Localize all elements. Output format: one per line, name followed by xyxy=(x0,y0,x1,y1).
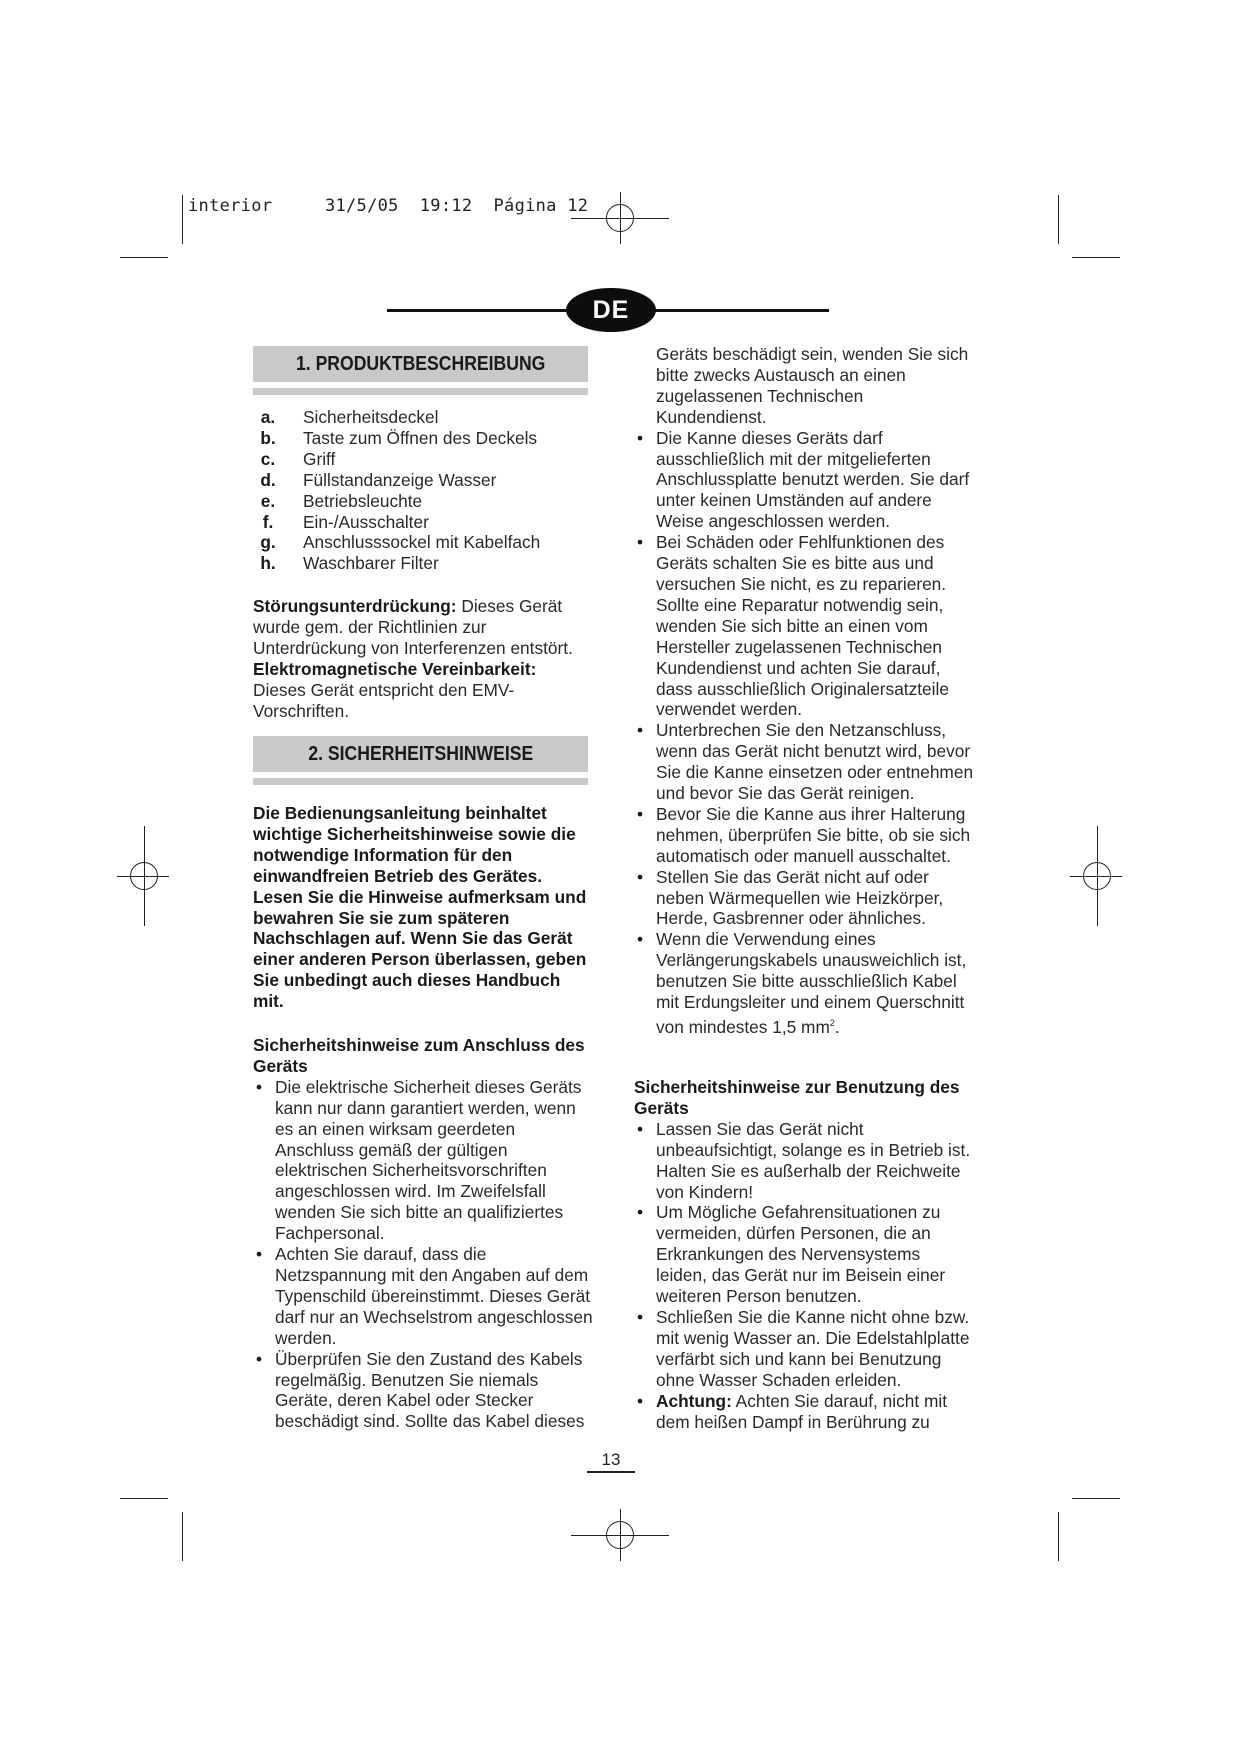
bullet-item: • Achten Sie darauf, dass die Netzspannung mit den Angaben auf dem Typenschild übereinstimmt. Dieses Gerät darf nur an Wechselstrom angeschlossen werden. xyxy=(253,1244,593,1349)
bullet-item: • Stellen Sie das Gerät nicht auf oder neben Wärmequellen wie Heizkörper, Herde, Gasbrenner oder ähnliches. xyxy=(634,867,974,930)
section-1-title: 1. PRODUKTBESCHREIBUNG xyxy=(295,352,546,375)
connection-heading: Sicherheitshinweise zum Anschluss des Geräts xyxy=(253,1035,585,1076)
bullet-item: • Um Mögliche Gefahrensituationen zu vermeiden, dürfen Personen, die an Erkrankungen des Nervensystems leiden, das Gerät nur im Beisein einer weiteren Person benutzen. xyxy=(634,1202,974,1307)
bullet-item: • Schließen Sie die Kanne nicht ohne bzw. mit wenig Wasser an. Die Edelstahlplatte verfärbt sich und kann bei Benutzung ohne Wasser Schaden erleiden. xyxy=(634,1307,974,1391)
bullet-item: • Bevor Sie die Kanne aus ihrer Halterung nehmen, überprüfen Sie bitte, ob sie sich automatisch oder manuell ausschaltet. xyxy=(634,804,974,867)
bullet-item: • Überprüfen Sie den Zustand des Kabels regelmäßig. Benutzen Sie niemals Geräte, deren Kabel oder Stecker beschädigt sind. Sollte das Kabel dieses xyxy=(253,1349,593,1433)
bullet-item: • Die Kanne dieses Geräts darf ausschließlich mit der mitgelieferten Anschlussplatte benutzt werden. Sie darf unter keinen Umständen auf andere Weise angeschlossen werden. xyxy=(634,428,974,533)
section-2-title: 2. SICHERHEITSHINWEISE xyxy=(308,742,533,765)
section-2-rule xyxy=(253,778,588,785)
bullet-item: • Unterbrechen Sie den Netzanschluss, wenn das Gerät nicht benutzt wird, bevor Sie die Kanne einsetzen oder entnehmen und bevor Sie das Gerät reinigen. xyxy=(634,720,974,804)
parts-list-item: g. Anschlusssockel mit Kabelfach xyxy=(260,532,541,553)
badge-rule-left xyxy=(387,309,567,312)
print-slug: interior 31/5/05 19:12 Página 12 xyxy=(188,196,589,216)
parts-list-item: h. Waschbarer Filter xyxy=(260,553,439,574)
parts-list-item: a. Sicherheitsdeckel xyxy=(260,407,439,427)
parts-list-item: b. Taste zum Öffnen des Deckels xyxy=(260,427,538,448)
warning-item: • Achtung: Achten Sie darauf, nicht mit dem heißen Dampf in Berührung zu xyxy=(634,1391,974,1433)
right-column xyxy=(634,344,974,1038)
bullet-item: • Bei Schäden oder Fehlfunktionen des Geräts schalten Sie es bitte aus und versuchen Sie nicht, es zu reparieren. Sollte eine Reparatur notwendig sein, wenden Sie sich bitte an einen vom Hersteller zugelassenen Technischen Kundendienst und achten Sie darauf, dass ausschließlich Originalersatzteile verwendet werden. xyxy=(634,532,974,720)
usage-safety-block xyxy=(634,1077,974,1432)
bullet-item: • Die elektrische Sicherheit dieses Geräts kann nur dann garantiert werden, wenn es an einen wirksam geerdeten Anschluss gemäß der gültigen elektrischen Sicherheitsvorschriften angeschlossen wird. Im Zweifelsfall wenden Sie sich bitte an qualifiziertes Fachpersonal. xyxy=(253,1077,593,1244)
usage-heading: Sicherheitshinweise zur Benutzung des Geräts xyxy=(634,1077,960,1118)
parts-list-item: f. Ein-/Ausschalter xyxy=(262,511,429,532)
parts-list xyxy=(253,407,593,574)
badge-rule-right xyxy=(655,309,829,312)
compliance-notes xyxy=(253,596,583,721)
connection-safety-block xyxy=(253,1035,593,1432)
usage-list xyxy=(634,1119,974,1433)
device-safety-list xyxy=(634,428,974,1038)
continuation-text: Geräts beschädigt sein, wenden Sie sich bitte zwecks Austausch an einen zugelassenen Technischen Kundendienst. xyxy=(656,344,969,427)
section-1-heading xyxy=(253,346,588,382)
parts-list-item: e. Betriebsleuchte xyxy=(260,490,423,511)
language-badge: DE xyxy=(566,288,656,332)
bullet-item: • Lassen Sie das Gerät nicht unbeaufsichtigt, solange es in Betrieb ist. Halten Sie es außerhalb der Reichweite von Kindern! xyxy=(634,1119,974,1203)
parts-list-block xyxy=(253,407,593,574)
interference-note: Störungsunterdrückung: Dieses Gerät wurde gem. der Richtlinien zur Unterdrückung von Interferenzen entstört. xyxy=(253,596,573,658)
section-2-heading xyxy=(253,736,588,772)
parts-list-item: d. Füllstandanzeige Wasser xyxy=(260,469,497,490)
safety-intro: Die Bedienungsanleitung beinhaltet wichtige Sicherheitshinweise sowie die notwendige Information für den einwandfreien Betrieb des Gerätes. Lesen Sie die Hinweise aufmerksam und bewahren Sie sie zum späteren Nachschlagen auf. Wenn Sie das Gerät einer anderen Person überlassen, geben Sie unbedingt auch dieses Handbuch mit. xyxy=(253,803,587,1012)
connection-list xyxy=(253,1077,593,1432)
section-1-rule xyxy=(253,388,588,395)
parts-list-item: c. Griff xyxy=(260,448,336,469)
page-number: 13 xyxy=(587,1450,635,1473)
bullet-item: • Wenn die Verwendung eines Verlängerungskabels unausweichlich ist, benutzen Sie bitte ausschließlich Kabel mit Erdungsleiter und einem Querschnitt von mindestes 1,5 $mm^2$. xyxy=(634,929,974,1037)
emc-note: Elektromagnetische Vereinbarkeit: Dieses Gerät entspricht den EMV-Vorschriften. xyxy=(253,658,537,721)
